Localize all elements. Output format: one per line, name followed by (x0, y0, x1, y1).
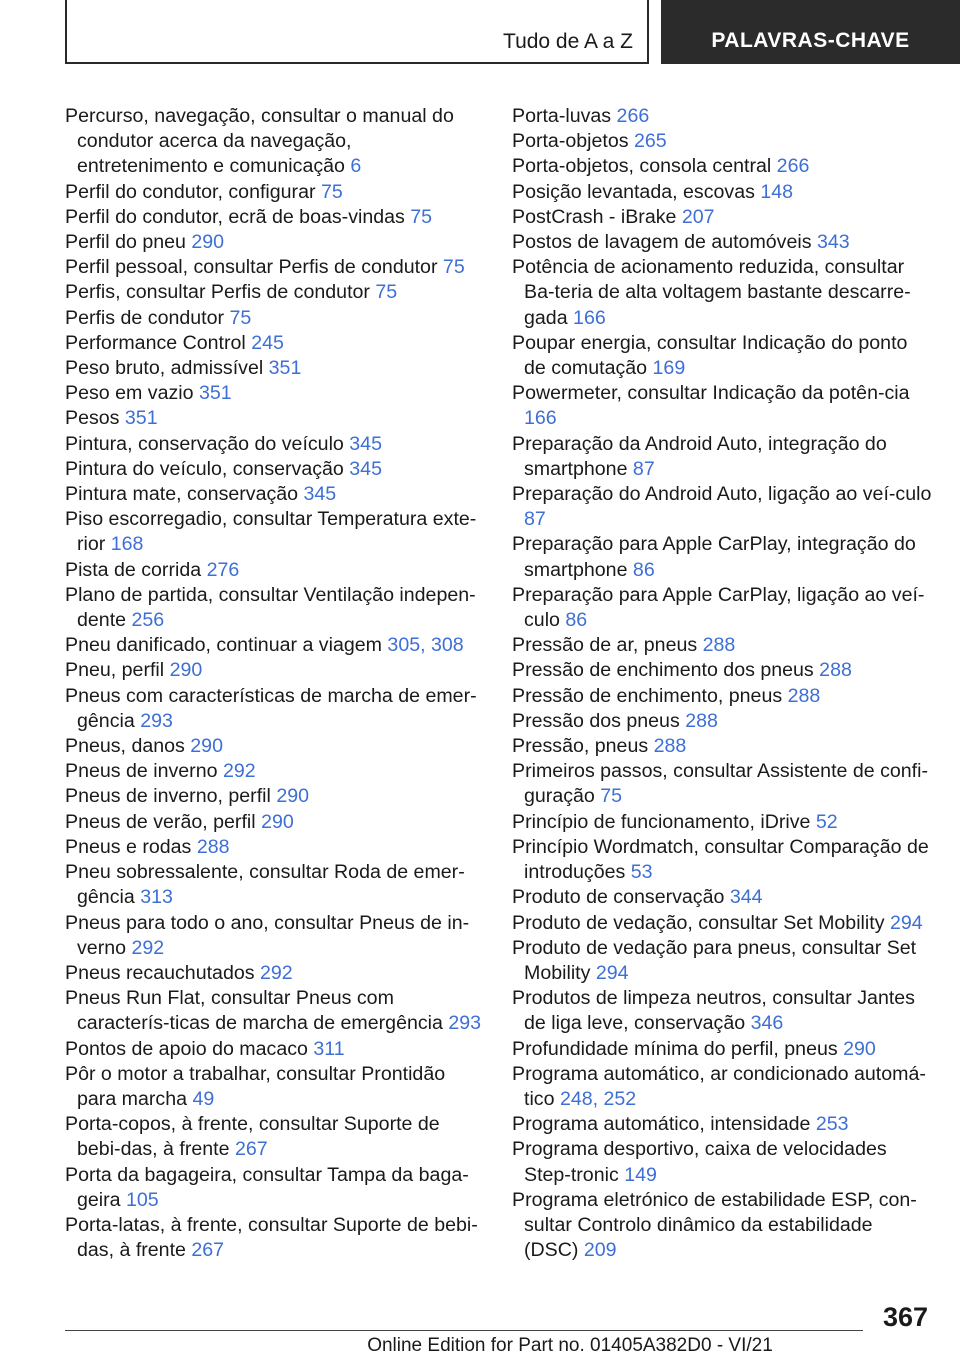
index-entry-page-link[interactable]: 311 (313, 1037, 345, 1060)
index-entry-page-link[interactable]: 345 (349, 457, 382, 480)
index-entry-page-link[interactable]: 169 (652, 357, 686, 380)
index-entry-page-link[interactable]: 288 (702, 634, 736, 657)
header-title-box (65, 0, 649, 64)
index-entry-page-link[interactable]: 86 (632, 558, 655, 581)
index-entry (512, 180, 932, 205)
index-entry-page-link[interactable]: 166 (524, 407, 557, 430)
index-entry (512, 936, 932, 986)
footer-divider (65, 1330, 863, 1331)
index-entry (65, 432, 485, 457)
index-entry-term: Porta-objetos (512, 130, 634, 153)
index-entry-term: Perfis de condutor (65, 306, 230, 329)
index-entry (65, 104, 485, 180)
header-title: Tudo de A a Z (503, 30, 633, 53)
index-entry (65, 1213, 485, 1263)
index-entry-page-link[interactable]: 265 (633, 130, 667, 153)
index-entry-term: Porta da bagageira, consultar Tampa da baga-geira (65, 1163, 469, 1211)
index-entry-term: Performance Control (65, 331, 252, 354)
index-entry-page-link[interactable]: 292 (259, 961, 293, 984)
index-entry-page-link[interactable]: 294 (889, 911, 923, 934)
header-section-tab[interactable] (661, 0, 960, 64)
index-entry-term: Pressão dos pneus (512, 709, 686, 732)
index-entry (65, 1037, 485, 1062)
index-entry (65, 255, 485, 280)
index-entry-term: Programa automático, intensidade (512, 1113, 816, 1136)
index-entry-term: Preparação para Apple CarPlay, integração do smartphone (512, 533, 916, 581)
index-entry-term: Pressão, pneus (512, 735, 654, 758)
index-entry-page-link[interactable]: 343 (816, 231, 850, 254)
index-entry-page-link[interactable]: 75 (442, 256, 465, 279)
index-entry (512, 835, 932, 885)
index-entry-page-link[interactable]: 288 (653, 735, 687, 758)
index-entry-term: Pontos de apoio do macaco (65, 1037, 314, 1060)
index-entry-term: Pressão de enchimento dos pneus (512, 659, 820, 682)
index-entry-term: Pintura mate, conservação (65, 483, 304, 506)
index-entry-term: Porta-luvas (512, 105, 617, 127)
index-entry (65, 180, 485, 205)
index-entry-term: Pintura do veículo, conservação (65, 457, 350, 480)
index-entry-term: Pneus de inverno (65, 760, 223, 783)
index-entry (65, 381, 485, 406)
index-entry-term: Preparação da Android Auto, integração do smartphone (512, 432, 887, 480)
index-entry-term: Profundidade mínima do perfil, pneus (512, 1037, 844, 1060)
index-entry (512, 986, 932, 1036)
index-entry-page-link[interactable]: 245 (251, 331, 284, 354)
index-entry-term: Postos de lavagem de automóveis (512, 231, 817, 254)
index-entry-page-link[interactable]: 87 (524, 508, 546, 531)
index-entry (512, 154, 932, 179)
index-entry-page-link[interactable]: 288 (196, 835, 230, 858)
index-entry (65, 482, 485, 507)
index-entry-term: Poupar energia, consultar Indicação do ponto de comutação (512, 331, 908, 380)
index-entry (512, 432, 932, 482)
index-entry (65, 835, 485, 860)
index-entry-page-link[interactable]: 52 (815, 810, 838, 833)
index-entry (65, 280, 485, 305)
index-entry-page-link[interactable]: 290 (261, 810, 294, 833)
index-entry-page-link[interactable]: 75 (320, 180, 343, 203)
index-entry (65, 633, 485, 658)
index-entry-page-link[interactable]: 6 (350, 155, 362, 178)
index-entry-term: Princípio de funcionamento, iDrive (512, 810, 816, 833)
index-entry (65, 457, 485, 482)
index-entry (65, 1062, 485, 1112)
index-entry-page-link[interactable]: 75 (375, 281, 398, 304)
index-entry-term: Perfil do condutor, ecrã de boas-vindas (65, 205, 411, 228)
index-entry (512, 911, 932, 936)
index-entry-term: Produtos de limpeza neutros, consultar Jantes de liga leve, conservação (512, 987, 915, 1035)
index-entry (512, 129, 932, 154)
index-entry (65, 759, 485, 784)
index-entry-term: Pneus recauchutados (65, 961, 260, 984)
index-entry-term: Powermeter, consultar Indicação da potên-cia (512, 382, 910, 405)
index-entry (65, 558, 485, 583)
index-entry-term: Plano de partida, consultar Ventilação indepen-dente (65, 583, 476, 632)
page-number: 367 (882, 1302, 928, 1332)
index-entry (512, 230, 932, 255)
index-entry-page-link[interactable]: 86 (565, 609, 588, 632)
index-entry (65, 986, 485, 1036)
index-entry-term: Produto de conservação (512, 886, 730, 909)
index-entry-page-link[interactable]: 248, 252 (559, 1087, 637, 1110)
index-entry (512, 532, 932, 582)
index-entry-page-link[interactable]: 344 (729, 886, 763, 909)
index-entry-term: Pista de corrida (65, 558, 207, 581)
index-entry (512, 255, 932, 331)
index-entry-page-link[interactable]: 168 (110, 533, 144, 556)
index-entry-term: Pneus com características de marcha de emer-gência (65, 684, 477, 732)
index-entry-page-link[interactable]: 75 (600, 785, 623, 808)
index-entry-term: Peso em vazio (65, 382, 199, 405)
index-entry-page-link[interactable]: 207 (681, 205, 715, 228)
index-entry (65, 205, 485, 230)
index-entry (65, 684, 485, 734)
index-entry-page-link[interactable]: 87 (632, 457, 655, 480)
index-entry-page-link[interactable]: 267 (191, 1239, 225, 1262)
index-entry (512, 104, 932, 129)
index-entry-term: Porta-objetos, consola central (512, 155, 777, 178)
index-entry-page-link[interactable]: 253 (815, 1113, 849, 1136)
footer-edition-text: Online Edition for Part no. 01405A382D0 - VI/21 (367, 1335, 773, 1356)
index-entry-page-link[interactable]: 345 (303, 483, 337, 506)
index-entry (512, 583, 932, 633)
index-entry (65, 306, 485, 331)
index-entry-term: Perfil do condutor, configurar (65, 180, 321, 203)
index-entry (512, 1062, 932, 1112)
index-entry-term: Posição levantada, escovas (512, 180, 761, 203)
index-entry-page-link[interactable]: 276 (206, 558, 240, 581)
index-entry (65, 911, 485, 961)
index-entry-page-link[interactable]: 290 (190, 735, 223, 758)
index-entry-term: Pressão de enchimento, pneus (512, 684, 788, 707)
index-entry-term: Porta-copos, à frente, consultar Suporte de bebi-das, à frente (65, 1113, 440, 1161)
index-entry (512, 684, 932, 709)
index-entry (65, 583, 485, 633)
index-entry-page-link[interactable]: 53 (630, 861, 653, 884)
index-entry-page-link[interactable]: 294 (595, 961, 629, 984)
index-entry-term: Pneu danificado, continuar a viagem (65, 634, 388, 657)
index-entry-term: Pneus para todo o ano, consultar Pneus de in-verno (65, 911, 470, 959)
index-entry-page-link[interactable]: 209 (583, 1239, 617, 1262)
index-entry (512, 1188, 932, 1264)
index-entry-page-link[interactable]: 288 (787, 684, 821, 707)
index-entry (65, 230, 485, 255)
index-entry-term: Pneu sobressalente, consultar Roda de emer-gência (65, 861, 465, 909)
index-entry (512, 810, 932, 835)
index-entry-term: Perfil do pneu (65, 231, 192, 254)
index-entry-page-link[interactable]: 267 (234, 1138, 268, 1161)
index-entry-term: Porta-latas, à frente, consultar Suporte de bebi-das, à frente (65, 1213, 478, 1262)
index-entry-page-link[interactable]: 290 (191, 231, 225, 254)
index-entry-term: Pneus e rodas (65, 835, 197, 858)
index-entry-page-link[interactable]: 345 (349, 432, 382, 455)
index-entry-term: Pressão de ar, pneus (512, 634, 703, 657)
index-entry (512, 734, 932, 759)
index-entry-page-link[interactable]: 292 (131, 936, 165, 959)
index-entry (65, 860, 485, 910)
index-entry-page-link[interactable]: 266 (616, 105, 650, 127)
index-entry (512, 658, 932, 683)
index-entry-page-link[interactable]: 293 (448, 1012, 482, 1035)
index-entry-term: Pôr o motor a trabalhar, consultar Prontidão para marcha (65, 1062, 446, 1110)
index-entry-page-link[interactable]: 351 (198, 382, 232, 405)
index-entry (65, 810, 485, 835)
index-entry-term: Produto de vedação, consultar Set Mobility (512, 911, 890, 934)
index-entry-page-link[interactable]: 75 (410, 205, 433, 228)
index-column-right (512, 104, 932, 1263)
index-entry-term: Preparação do Android Auto, ligação ao veí-culo (512, 483, 932, 506)
index-entry-page-link[interactable]: 288 (685, 709, 718, 732)
index-entry-page-link[interactable]: 351 (268, 357, 302, 380)
index-entry-page-link[interactable]: 49 (192, 1087, 215, 1110)
index-entry (65, 1112, 485, 1162)
index-entry-term: Pneus de verão, perfil (65, 810, 262, 833)
header-tab-label: PALAVRAS-CHAVE (711, 29, 910, 52)
index-entry (65, 734, 485, 759)
index-entry-term: Pintura, conservação do veículo (65, 432, 350, 455)
index-entry-term: Potência de acionamento reduzida, consultar Ba-teria de alta voltagem bastante descarre-gada (512, 256, 911, 329)
index-entry-term: Percurso, navegação, consultar o manual do condutor acerca da navegação, entretenimento e comunicação (65, 105, 454, 178)
index-entry (512, 1137, 932, 1187)
index-entry (65, 406, 485, 431)
index-entry-page-link[interactable]: 288 (819, 659, 852, 682)
index-entry-term: Pneus, danos (65, 735, 191, 758)
index-entry (512, 633, 932, 658)
index-entry-term: Programa automático, ar condicionado automá-tico (512, 1062, 926, 1110)
index-entry-term: Pesos (65, 407, 125, 430)
index-entry-page-link[interactable]: 293 (140, 709, 173, 732)
index-entry-page-link[interactable]: 105 (126, 1188, 159, 1211)
index-entry (65, 356, 485, 381)
index-entry (512, 709, 932, 734)
index-entry-page-link[interactable]: 290 (843, 1037, 876, 1060)
index-entry-term: Primeiros passos, consultar Assistente de confi-guração (512, 760, 929, 808)
index-entry (65, 507, 485, 557)
index-entry-page-link[interactable]: 351 (124, 407, 158, 430)
index-entry-term: Programa desportivo, caixa de velocidades Step-tronic (512, 1138, 887, 1186)
index-entry-term: Perfis, consultar Perfis de condutor (65, 281, 376, 304)
index-entry-term: Pneu, perfil (65, 659, 170, 682)
index-column-left (65, 104, 485, 1263)
index-entry-page-link[interactable]: 290 (276, 785, 310, 808)
index-entry-term: Programa eletrónico de estabilidade ESP, con-sultar Controlo dinâmico da estabilidade (DSC) (512, 1188, 917, 1262)
index-entry-page-link[interactable]: 292 (222, 760, 256, 783)
index-entry-term: Peso bruto, admissível (65, 357, 269, 380)
index-entry (65, 961, 485, 986)
index-entry-page-link[interactable]: 148 (760, 180, 794, 203)
index-entry (65, 658, 485, 683)
index-entry-page-link[interactable]: 166 (573, 306, 606, 329)
index-entry (65, 1163, 485, 1213)
index-entry (512, 205, 932, 230)
index-entry (512, 331, 932, 381)
index-entry-term: Pneus de inverno, perfil (65, 785, 277, 808)
index-entry-term: Perfil pessoal, consultar Perfis de condutor (65, 256, 443, 279)
index-entry (512, 1112, 932, 1137)
index-entry-page-link[interactable]: 256 (131, 609, 165, 632)
index-entry-term: Princípio Wordmatch, consultar Comparação de introduções (512, 835, 929, 884)
index-entry-term: Preparação para Apple CarPlay, ligação ao veí-culo (512, 583, 925, 632)
index-entry-term: PostCrash - iBrake (512, 205, 682, 228)
index-entry-page-link[interactable]: 346 (750, 1012, 784, 1035)
index-entry-page-link[interactable]: 313 (140, 886, 173, 909)
index-entry-page-link[interactable]: 75 (229, 306, 252, 329)
index-entry (512, 381, 932, 431)
index-entry (65, 331, 485, 356)
index-entry (512, 482, 932, 532)
index-entry-term: Produto de vedação para pneus, consultar Set Mobility (512, 936, 917, 984)
index-entry-page-link[interactable]: 290 (169, 659, 203, 682)
index-entry-term: Piso escorregadio, consultar Temperatura exte-rior (65, 508, 477, 556)
index-entry (65, 784, 485, 809)
index-entry (512, 759, 932, 809)
index-entry (512, 885, 932, 910)
index-entry-page-link[interactable]: 305, 308 (387, 634, 464, 657)
index-entry-page-link[interactable]: 266 (776, 155, 810, 178)
index-entry (512, 1037, 932, 1062)
index-entry-term: Pneus Run Flat, consultar Pneus com caracterís-ticas de marcha de emergência (65, 987, 449, 1035)
index-entry-page-link[interactable]: 149 (624, 1163, 657, 1186)
